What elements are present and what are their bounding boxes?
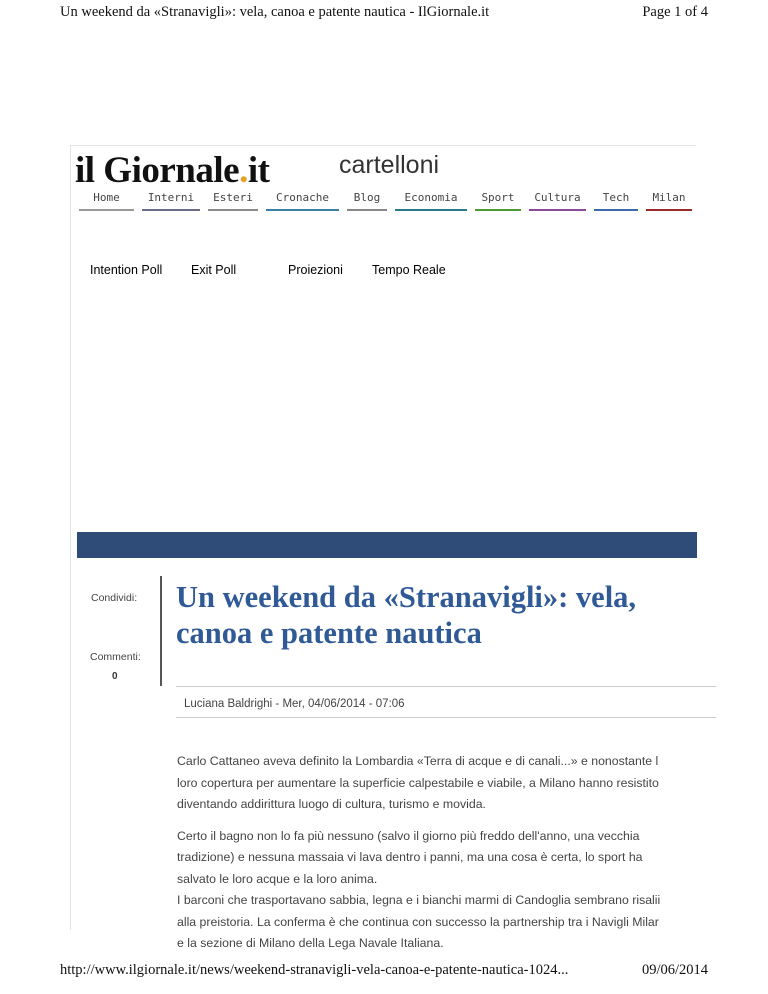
print-page-title: Un weekend da «Stranavigli»: vela, canoa e patente nautica - IlGiornale.it — [60, 4, 490, 20]
tempo-reale-link[interactable]: Tempo Reale — [372, 263, 446, 277]
main-nav — [79, 189, 700, 211]
section-band — [77, 532, 697, 558]
share-label: Condividi: — [91, 592, 138, 604]
exit-poll-link[interactable]: Exit Poll — [191, 263, 237, 277]
article-byline: Luciana Baldrighi - Mer, 04/06/2014 - 07:06 — [184, 698, 405, 710]
print-page-number: Page 1 of 4 — [642, 4, 708, 20]
comments-count[interactable]: 0 — [112, 671, 118, 682]
nav-item-cronache[interactable]: Cronache — [266, 189, 339, 211]
page-frame — [70, 145, 696, 950]
print-page-url: http://www.ilgiornale.it/news/weekend-stranavigli-vela-canoa-e-patente-nautica-1024... — [60, 962, 569, 978]
comments-label: Commenti: — [90, 651, 141, 663]
nav-item-tech[interactable]: Tech — [594, 189, 638, 211]
intention-poll-link[interactable]: Intention Poll — [90, 263, 163, 277]
nav-item-sport[interactable]: Sport — [475, 189, 521, 211]
section-title: cartelloni — [339, 151, 440, 179]
nav-item-interni[interactable]: Interni — [142, 189, 200, 211]
article-headline: Un weekend da «Stranavigli»: vela, canoa e patente nautica — [176, 580, 637, 650]
byline-bottom-rule — [176, 717, 716, 718]
print-date: 09/06/2014 — [641, 962, 708, 978]
article-body — [177, 751, 717, 965]
byline-top-rule — [176, 686, 716, 687]
site-logo[interactable] — [75, 149, 269, 189]
nav-item-economia[interactable]: Economia — [395, 189, 467, 211]
nav-item-blog[interactable]: Blog — [347, 189, 387, 211]
logo-main: il Giornale — [75, 150, 240, 191]
nav-item-cultura[interactable]: Cultura — [529, 189, 586, 211]
proiezioni-link[interactable]: Proiezioni — [288, 263, 343, 277]
article-sidebar-divider — [160, 576, 162, 686]
article-paragraph: Certo il bagno non lo fa più nessuno (salvo il giorno più freddo dell'anno, una vecchia tradizione) e nessuna massaia vi lava dentro i panni, ma una cosa è certa, lo sport ha salvato le loro acque e la loro anima. I barconi che trasportavano sabbia, legna e i bianchi marmi di Candoglia sembrano risalii alla preistoria. La conferma è che continua con successo la partnership tra i Navigli Milar e la sezione di Milano della Lega Navale Italiana. — [177, 828, 661, 950]
print-header — [0, 2, 768, 24]
logo-tld: it — [247, 150, 270, 191]
article-paragraph: Carlo Cattaneo aveva definito la Lombardia «Terra di acque e di canali...» e nonostante l loro copertura per aumentare la superficie calpestabile e viabile, a Milano hanno resistito diventando addirittura luogo di cultura, turismo e movida. — [177, 754, 659, 811]
nav-item-milan[interactable]: Milan — [646, 189, 692, 211]
nav-item-esteri[interactable]: Esteri — [208, 189, 258, 211]
logo-dot: . — [239, 150, 248, 191]
nav-item-home[interactable]: Home — [79, 189, 134, 211]
